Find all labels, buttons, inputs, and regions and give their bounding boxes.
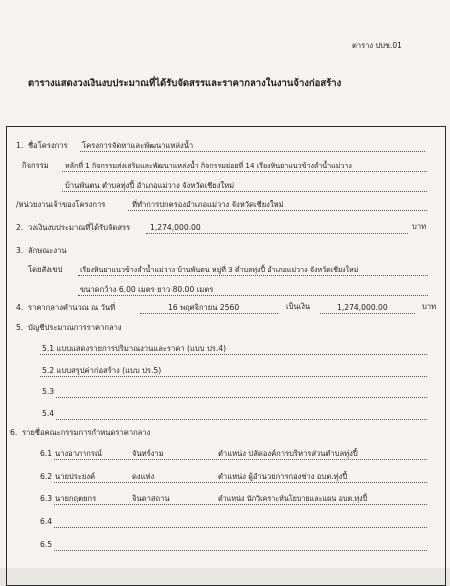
form-box bbox=[6, 126, 446, 586]
median-price-date: 16 พฤศจิกายน 2560 bbox=[168, 303, 240, 312]
member-name: นายกฤตยกร bbox=[55, 494, 97, 503]
summary-label: โดยสังเขป bbox=[28, 265, 63, 274]
member-number: 6.4 bbox=[40, 517, 53, 526]
dotted-line bbox=[62, 171, 427, 172]
work-description-line-2: ขนาดกว้าง 6.00 เมตร ยาว 80.00 เมตร bbox=[80, 285, 214, 294]
dotted-line bbox=[320, 313, 415, 314]
budget-unit: บาท bbox=[412, 222, 427, 231]
median-price-unit: บาท bbox=[422, 302, 437, 311]
section6-number: 6. bbox=[10, 428, 18, 437]
median-price-amount: 1,274,000.00 bbox=[337, 303, 388, 312]
median-price-label: ราคากลางคำนวณ ณ วันที่ bbox=[28, 303, 116, 312]
budget-label: วงเงินงบประมาณที่ได้รับจัดสรร bbox=[28, 223, 131, 232]
form-code: ตาราง ปปช.01 bbox=[352, 41, 402, 50]
member-number: 6.5 bbox=[40, 540, 53, 549]
section5-number: 5. bbox=[16, 323, 24, 332]
work-type-label: ลักษณะงาน bbox=[28, 246, 67, 255]
document-title: ตารางแสดงวงเงินงบประมาณที่ได้รับจัดสรรและราคากลางในงานจ้างก่อสร้าง bbox=[28, 78, 342, 89]
member-number: 6.2 bbox=[40, 472, 53, 481]
dotted-line bbox=[56, 397, 427, 398]
member-name: นายประยงค์ bbox=[55, 472, 96, 481]
section4-number: 4. bbox=[16, 303, 24, 312]
dotted-line bbox=[54, 527, 427, 528]
activity-line-2: บ้านพันตน ตำบลทุ่งปี้ อำเภอแม่วาง จังหวัดเชียงใหม่ bbox=[65, 181, 235, 190]
dotted-line bbox=[140, 313, 278, 314]
project-label: ชื่อโครงการ bbox=[28, 141, 68, 150]
dotted-line bbox=[54, 459, 427, 460]
project-name: โครงการจัดหาและพัฒนาแหล่งน้ำ bbox=[82, 141, 194, 150]
member-surname: ดงแห่ง bbox=[132, 472, 155, 481]
activity-line-1: หลักที่ 1 กิจกรรมส่งเสริมและพัฒนาแหล่งน้ำ กิจกรรมย่อยที่ 14 เรียงหินยาแนวข้างลำน้ำแม่วาง bbox=[65, 161, 352, 170]
dotted-line bbox=[62, 191, 427, 192]
estimate-item: 5.2 แบบสรุปค่าก่อสร้าง (แบบ ปร.5) bbox=[42, 366, 162, 375]
member-number: 6.3 bbox=[40, 494, 53, 503]
activity-label: กิจกรรม bbox=[22, 161, 49, 170]
agency-name: ที่ทำการปกครองอำเภอแม่วาง จังหวัดเชียงใหม่ bbox=[132, 200, 284, 209]
work-description-line-1: เรียงหินยาแนวข้างลำน้ำแม่วาง บ้านพันตน หมู่ที่ 3 ตำบลทุ่งปี้ อำเภอแม่วาง จังหวัดเชียงใหม่ bbox=[80, 265, 359, 274]
dotted-line bbox=[78, 275, 428, 276]
estimate-item: 5.3 bbox=[42, 387, 55, 396]
member-name: นางอาภากรณ์ bbox=[55, 449, 102, 458]
dotted-line bbox=[54, 550, 427, 551]
member-surname: จินดาสถาน bbox=[132, 494, 170, 503]
dotted-line bbox=[56, 419, 427, 420]
member-position: ตำแหน่ง นักวิเคราะห์นโยบายและแผน อบต.ทุ่งปี้ bbox=[218, 494, 368, 503]
dotted-line bbox=[40, 376, 427, 377]
dotted-line bbox=[128, 210, 427, 211]
section3-number: 3. bbox=[16, 246, 24, 255]
member-position: ตำแหน่ง ผู้อำนวยการกองช่าง อบต.ทุ่งปี้ bbox=[218, 472, 348, 481]
dotted-line bbox=[146, 233, 408, 234]
estimate-item: 5.1 แบบแสดงรายการปริมาณงานและราคา (แบบ ปร.4) bbox=[42, 344, 227, 353]
dotted-line bbox=[78, 295, 428, 296]
estimate-item: 5.4 bbox=[42, 409, 55, 418]
dotted-line bbox=[54, 482, 427, 483]
member-surname: จันทร์งาม bbox=[132, 449, 164, 458]
member-number: 6.1 bbox=[40, 449, 53, 458]
member-position: ตำแหน่ง ปลัดองค์การบริหารส่วนตำบลทุ่งปี้ bbox=[218, 449, 358, 458]
section2-number: 2. bbox=[16, 223, 24, 232]
budget-amount: 1,274,000.00 bbox=[150, 223, 201, 232]
dotted-line bbox=[54, 504, 427, 505]
dotted-line bbox=[80, 151, 425, 152]
median-price-amount-label: เป็นเงิน bbox=[286, 302, 311, 311]
estimate-list-label: บัญชีประมาณการราคากลาง bbox=[28, 323, 122, 332]
agency-label: /หน่วยงานเจ้าของโครงการ bbox=[16, 200, 106, 209]
dotted-line bbox=[40, 354, 427, 355]
section1-number: 1. bbox=[16, 141, 24, 150]
committee-label: รายชื่อคณะกรรมการกำหนดราคากลาง bbox=[22, 428, 151, 437]
